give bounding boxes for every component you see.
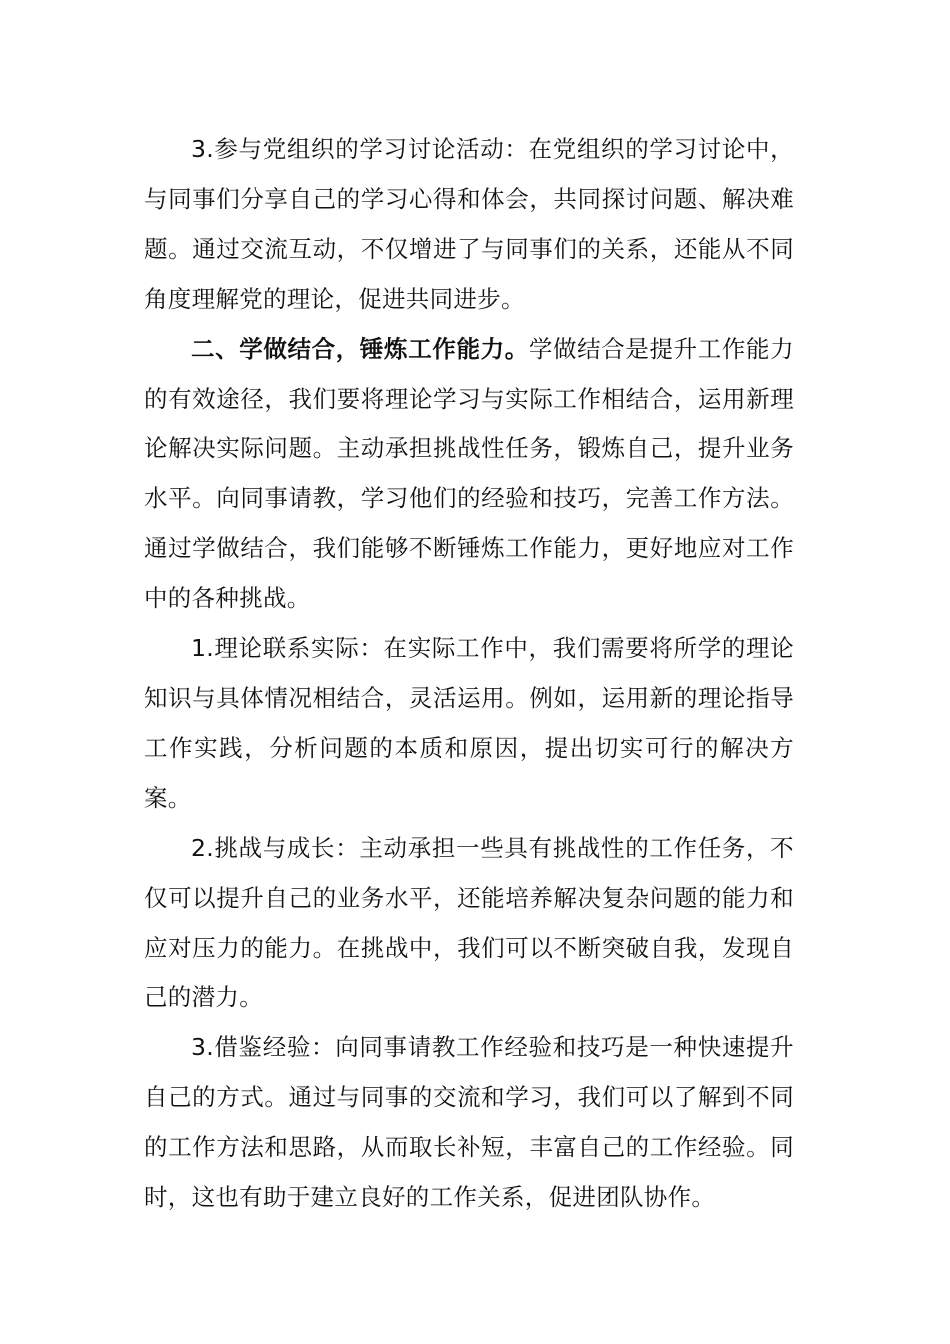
- paragraph-theory-practice: [144, 624, 794, 824]
- paragraph-text: 2.挑战与成长：主动承担一些具有挑战性的工作任务，不仅可以提升自己的业务水平，还能培养解决复杂问题的能力和应对压力的能力。在挑战中，我们可以不断突破自我，发现自己的潜力。: [144, 833, 794, 1012]
- paragraph-learn-experience: [144, 1023, 794, 1223]
- section-heading: 二、学做结合，锤炼工作能力。: [191, 334, 529, 363]
- paragraph-text: 学做结合是提升工作能力的有效途径，我们要将理论学习与实际工作相结合，运用新理论解决实际问题。主动承担挑战性任务，锻炼自己，提升业务水平。向同事请教，学习他们的经验和技巧，完善工作方法。通过学做结合，我们能够不断锤炼工作能力，更好地应对工作中的各种挑战。: [144, 334, 794, 613]
- document-body: [144, 125, 794, 1223]
- section-heading-paragraph: [144, 325, 794, 624]
- paragraph-party-discussion: [144, 125, 794, 325]
- paragraph-text: 1.理论联系实际：在实际工作中，我们需要将所学的理论知识与具体情况相结合，灵活运用。例如，运用新的理论指导工作实践，分析问题的本质和原因，提出切实可行的解决方案。: [144, 634, 794, 812]
- paragraph-text: 3.参与党组织的学习讨论活动：在党组织的学习讨论中，与同事们分享自己的学习心得和体会，共同探讨问题、解决难题。通过交流互动，不仅增进了与同事们的关系，还能从不同角度理解党的理论，促进共同进步。: [144, 135, 794, 313]
- paragraph-challenge-growth: [144, 824, 794, 1024]
- paragraph-text: 3.借鉴经验：向同事请教工作经验和技巧是一种快速提升自己的方式。通过与同事的交流和学习，我们可以了解到不同的工作方法和思路，从而取长补短，丰富自己的工作经验。同时，这也有助于建立良好的工作关系，促进团队协作。: [144, 1033, 794, 1212]
